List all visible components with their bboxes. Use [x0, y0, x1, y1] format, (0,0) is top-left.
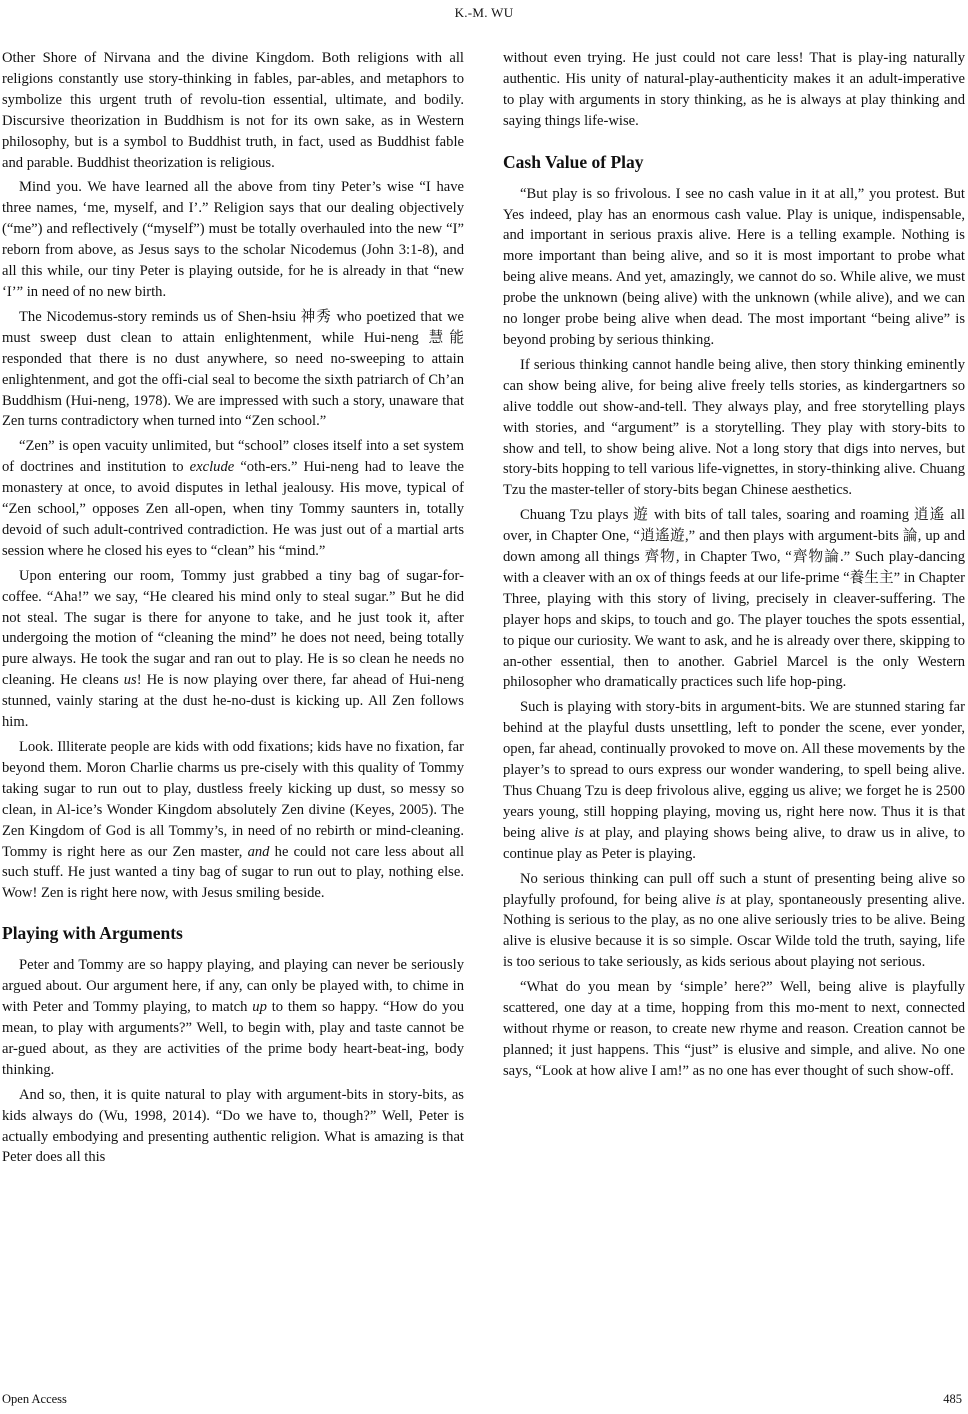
paragraph: Other Shore of Nirvana and the divine Kingdom. Both religions with all religions constantly use story-thinking in fables, par-ables, and metaphors to symbolize this urgent truth of revolu-tion essential, ultimate, and bodily. Discursive theorization in Buddhism is not for its own sake, as in Western philosophy, but is a symbol to Buddhist truth, in fact, used as Buddhist fable and parable. Buddhist theorization is religious. — [2, 50, 464, 171]
right-column — [503, 48, 965, 1082]
text-run: to them so happy. “How do you mean, to play with arguments?” Well, to begin with, play and taste cannot be ar-gued about, as they are activities of the prime body heart-beat-ing, body thinking. — [2, 999, 464, 1078]
page-number: 485 — [943, 1392, 962, 1406]
emphasis: is — [715, 891, 726, 908]
emphasis: exclude — [189, 459, 235, 476]
footer-journal: Open Access — [2, 1392, 67, 1406]
emphasis: and — [247, 843, 270, 860]
paragraph: If serious thinking cannot handle being alive, then story thinking eminently can show being alive, for being alive freely tells stories, as kindergartners so alive toddle out show-and-tell. They always play, and free storytelling plays with stories, and “argument” is a storytelling. They play with story-bits to show and tell, to show being alive. Not a long story that digs into nerves, but story-bits hopping to tell various life-vignettes, in story-thinking alive. Chuang Tzu the master-teller of story-bits began Chinese aesthetics. — [503, 356, 965, 499]
section-heading: Playing with Arguments — [2, 923, 183, 944]
text-run: Such is playing with story-bits in argument-bits. We are stunned staring far behind at the playful dusts unsettling, left to ponder the scene, ever yonder, open, far ahead, continually provoked to move on. All these movements by the player’s to spread to ours express our wonder wandering, to spell being alive. Thus Chuang Tzu is deep frivolous alive, egging us alive; we forget he is 2500 years young, still hopping playing, moving us, right here now. Thus it is that being alive — [503, 699, 965, 841]
paragraph: Chuang Tzu plays 遊 with bits of tall tales, soaring and roaming 逍遙 all over, in Chapter One, “逍遙遊,” and then plays with argument-bits 論, up and down among all things 齊物, in Chapter Two, “齊物論.” Such play-dancing with a cleaver with an ox of things feeds at our life-prime “養生主” in Chapter Three, playing with this story of living, precisely in cleaver-suffering. The player hops and skips, to touch and go. The player touches the spots essential, to pique our curiosity. We want to ask, and he is already over there, skipping to an-other essential, then to another. Gabriel Marcel is the only Western philosopher who dramatically practices such life hop-ping. — [503, 507, 965, 691]
paragraph: Mind you. We have learned all the above from tiny Peter’s wise “I have three names, ‘me, myself, and I’.” Religion says that our dealing objectively (“me”) and reflectively (“myself”) must be totally overhauled into the new “I” reborn from above, as Jesus says to the scholar Nicodemus (John 3:1-8), and all this while, our tiny Peter is playing outside, for he is already in that “new ‘I’” in need of no new birth. — [2, 179, 464, 300]
paragraph — [2, 566, 464, 733]
paragraph: without even trying. He just could not care less! That is play-ing naturally authentic. His unity of natural-play-authenticity makes it an adult-imperative to play with arguments in story thinking, as he is always at play thinking and saying things life-wise. — [503, 50, 965, 129]
text-run: at play, spontaneously presenting alive. Nothing is serious to the play, as no one alive seriously tries to be alive. Being alive is elusive because it is so simple. Oscar Wilde told the truth, saying, life is too serious to take seriously, as kids serious about playing not serious. — [503, 891, 965, 971]
paragraph — [2, 436, 464, 561]
paragraph: The Nicodemus-story reminds us of Shen-hsiu 神秀 who poetized that we must sweep dust clean to attain enlightenment, while Hui-neng 慧能 responded that there is no dust anywhere, so need no-sweeping to attain enlightenment, and got the offi-cial seal to become the sixth patriarch of Ch’an Buddhism (Hui-neng, 1978). We are impressed with such a story, unaware that Zen turns contradictory when turned into “Zen school.” — [2, 308, 464, 430]
emphasis: up — [252, 999, 267, 1016]
text-run: “oth-ers.” Hui-neng had to leave the monastery at once, to avoid disputes in lethal jealousy. His move, typical of “Zen school,” opposes Zen all-open, when tiny Tommy saunters in, totally devoid of such adult-contrived contradiction. He was just out of a martial arts session where he closed his eyes to “clean” his “mind.” — [2, 459, 464, 559]
emphasis: is — [574, 824, 585, 841]
paragraph: “What do you mean by ‘simple’ here?” Well, being alive is playfully scattered, one day at a time, hopping from this mo-ment to next, connected without rhyme or reason, to create new rhyme and reason. Creation cannot be planned; it just happens. This “just” is elusive and simple, and alive. No one says, “Look at how alive I am!” as no one has ever thought of such show-off. — [503, 979, 965, 1079]
text-run: he could not care less about all such stuff. He just wanted a tiny bag of sugar to run out to play, nothing else. Wow! Zen is right here now, with Jesus smiling beside. — [2, 843, 464, 902]
paragraph — [2, 955, 464, 1080]
paragraph: “But play is so frivolous. I see no cash value in it at all,” you protest. But Yes indeed, play has an enormous cash value. Play is unique, indispensable, and important in serious praxis alive. Here is a telling example. Nothing is more important than being alive, and so it is most important to probe what being alive means. And yet, amazingly, we cannot do so. While alive, we must probe the unknown (being alive) with the unknown (while alive), and we can no longer probe being alive when dead. The most important “being alive” is beyond probing by serious thinking. — [503, 185, 965, 348]
text-run: Look. Illiterate people are kids with odd fixations; kids have no fixation, far beyond them. Moron Charlie charms us pre-cisely with this quality of Tommy taking sugar to run out to play, dustless freely kicking up dust, so messy so clean, in Al-ice’s Wonder Kingdom absolutely Zen divine (Keyes, 2005). The Zen Kingdom of God is all Tommy’s, in need of no rebirth or mind-cleaning. Tommy is right here as our Zen master, — [2, 739, 464, 860]
text-run: Peter and Tommy are so happy playing, and playing can never be seriously argued about. Our argument here, if any, can only be played with, to chime in with Peter and Tommy playing, to match — [2, 957, 464, 1016]
paragraph — [503, 697, 965, 864]
left-column — [2, 48, 464, 1168]
section-heading: Cash Value of Play — [503, 151, 644, 172]
text-run: “Zen” is open vacuity unlimited, but “school” closes itself into a set system of doctrines and institution to — [2, 438, 464, 476]
emphasis: us — [123, 672, 137, 689]
paragraph: And so, then, it is quite natural to play with argument-bits in story-bits, as kids always do (Wu, 1998, 2014). “Do we have to, though?” Well, Peter is actually embodying and presenting authentic religion. What is amazing is that Peter does all this — [2, 1086, 464, 1166]
paragraph — [2, 737, 464, 904]
text-run: Upon entering our room, Tommy just grabbed a tiny bag of sugar-for-coffee. “Aha!” we say, “He cleared his mind only to steal sugar.” But he did not steal. The sugar is there for anyone to take, and he just took it, after undergoing the motion of “cleaning the mind” he does not need, being totally pure always. He took the sugar and ran out to play. He is so clean he needs no cleaning. He cleans — [2, 567, 464, 689]
paragraph — [503, 869, 965, 974]
text-run: ! He is now playing over there, far ahead of Hui-neng stunned, vainly staring at the dust he-no-dust is kicking up. All Zen follows him. — [2, 672, 464, 731]
text-run: at play, and playing shows being alive, to draw us in alive, to continue play as Peter is playing. — [503, 824, 965, 862]
running-header: K.-M. WU — [454, 5, 514, 20]
text-run: No serious thinking can pull off such a stunt of presenting being alive so playfully profound, for being alive — [503, 870, 965, 908]
